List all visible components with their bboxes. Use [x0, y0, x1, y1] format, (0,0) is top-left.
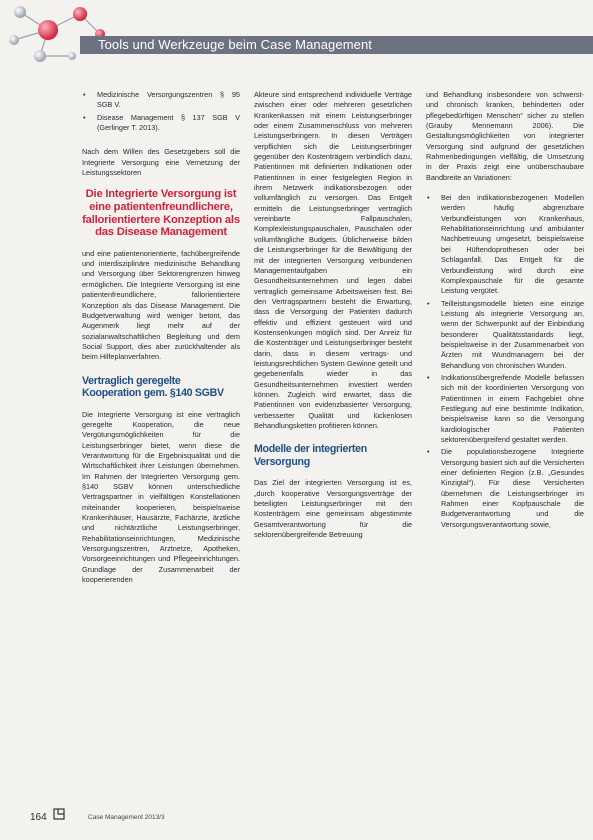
paragraph: und Behandlung insbesondere von schwerst- und chronisch kranken, behinderten oder pflegebedürftigen Menschen“ sicher zu stellen (Grauby Mennemann 2006). Die Gestaltungsmöglichkeiten von integrierter Versorgung sind aufgrund der gesetzlichen Rahmenbedingungen vielfältig, die Umsetzung in der Praxis zeigt eine unüberschaubare Bandbreite an Variationen:: [426, 90, 584, 182]
bullet-list: [426, 193, 584, 530]
list-item: • Teilleistungsmodelle bieten eine einzige Leistung als integrierte Versorgung an, wenn der Schwerpunkt auf der Einbindung besonderer Qualitätsstandards liegt, beispielsweise in der Zusammenarbeit von Ärzten mit Wundmanagern bei der Behandlung von chronischen Wunden.: [426, 299, 584, 371]
paragraph: Das Ziel der integrierten Versorgung ist es, „durch kooperative Versorgungsverträge der beteiligten Leistungserbringer mit den Kostenträgern eine gemeinsam abgestimmte Gesamtverantwortung für die sektorenübergreifende Betreuung: [254, 478, 412, 540]
column-3: [426, 90, 584, 532]
list-item: • Die populationsbezogene Integrierte Versorgung basiert sich auf die Versicherten einer definierten Region (z.B. „Gesundes Kinzigtal“). Für diese Versicherten übernehmen die Leistungserbringer im Rahmen einer Kopfpauschale die Budgetverantwortung und die Versorgungsverantwortung sowie,: [426, 447, 584, 530]
column-2: [254, 90, 412, 550]
section-heading: Vertraglich geregelte Kooperation gem. §140 SGBV: [82, 374, 224, 400]
page-title: Tools und Werkzeuge beim Case Management: [98, 37, 373, 52]
molecule-network-logo: [0, 0, 110, 70]
magazine-name: Case Management 2013/3: [88, 814, 165, 821]
bullet-list: [82, 90, 240, 133]
pull-quote: Die Integrierte Versorgung ist eine patientenfreundlichere, fallorientiertere Konzeption als das Disease Management: [82, 188, 240, 239]
list-item: • Medizinische Versorgungszentren § 95 SGB V.: [82, 90, 240, 111]
paragraph: Nach dem Willen des Gesetzgebers soll die Integrierte Versorgung eine Vernetzung der Leistungssektoren: [82, 147, 240, 178]
page-number: 164: [30, 812, 47, 823]
list-item: • Bei den indikationsbezogenen Modellen werden häufig abgrenzbare Verbundleistungen von Krankenhaus, Rehabilitationseinrichtung und ambulanter Nachbetreuung umgesetzt, beispielsweise bei Hüftendoprothesen oder bei Schlaganfall. Das Entgelt für die Verbundleistung wird durch eine Komplexpauschale für die gesamte Leistung vergütet.: [426, 193, 584, 296]
list-item: • Disease Management § 137 SGB V (Gerlinger T. 2013).: [82, 113, 240, 134]
section-heading: Modelle der integrierten Versorgung: [254, 443, 367, 468]
paragraph: und eine patientenorientierte, fachübergreifende und interdisziplinäre medizinische Behandlung und Versorgung über Sektorengrenzen hinweg ermöglichen. Die Integrierte Versorgung ist eine patientenfreundlichere, fallorientiertere Konzeption als das Disease Management. Die Budgetverwaltung wird weniger betont, das Augenmerk liegt mehr auf der sozialanwaltschaftlichen Begleitung und dem Social Support, dies aber zurückhaltender als beim Hilfeplanverfahren.: [82, 248, 240, 362]
column-1: [82, 90, 240, 595]
list-item: • Indikationsübergreifende Modelle befassen sich mit der koordinierten Versorgung von Patientinnen in einem Fachgebiet ohne Festlegung auf eine bestimmte Indikation, beispielsweise kann so die Versorgung kardiologischer Patienten sektorenübergreifend gestaltet werden.: [426, 373, 584, 445]
page-corner-icon: [53, 808, 65, 820]
paragraph: Die Integrierte Versorgung ist eine vertraglich geregelte Kooperation, die neue Vergütungsmöglichkeiten für die Leistungserbringer bietet, wenn diese die Verantwortung für die Ergebnisqualität und die Wirtschaftlichkeit ihrer Leistungen übernehmen. Im Rahmen der Integrierten Versorgung gem. §140 SGBV können unterschiedliche Vertragspartner in vielfältigen Konstellationen miteinander kooperieren, beispielsweise Krankenhäuser, Hausärzte, Fachärzte, ärztliche und nichtärztliche Leistungserbringer, Rehabilitationseinrichtungen, Medizinische Versorgungszentren, Arztnetze, Apotheken, Vorsorgeeinrichtungen und Pflegeeinrichtungen. Grundlage der Zusammenarbeit der kooperierenden: [82, 409, 240, 585]
paragraph: Akteure sind entsprechend individuelle Verträge zwischen einer oder mehreren gesetzlichen Krankenkassen mit einem Leistungserbringer oder einem Zusammenschluss von mehreren Leistungserbringern. In diesen Verträgen verpflichten sich die Leistungserbringer gegenüber den Kostenträgern verbindlich dazu, Patientinnen mit definierten Indikationen oder Patientinnen in einer festgelegten Region in ihrem Netzwerk indikationsbezogen oder vollumfänglich zu versorgen. Das Entgelt ermitteln die Leistungserbringer vertraglich vereinbarte Fallpauschalen, Komplexleistungspauschalen, Pauschalen oder vollumfängliche Budgets. Üblicherweise bilden die Leistungserbringer für die Bewältigung der mit der integrierten Versorgung verbundenen Managementaufgaben ein Gesundheitsunternehmen und legen dabei vertraglich gemeinsame Arbeitsweisen fest. Bei den Vertragspartnern besteht die Erwartung, dass die Versorgung der Patienten dadurch effektiv und effizient gesteuert wird und Kostensenkungen möglich sind. Der Anreiz für die Kostenträger und Leistungserbringer besteht darin, dass in diesem vertrags- und leistungsrechtlichen System Gewinne geteilt und gegebenenfalls wieder in das Gesundheitsunternehmen investiert werden können. Zugleich wird erwartet, dass die Patientinnen von evidenzbasierter Versorgung, verbesserter Qualität und lückenlosen Behandlungsketten profitieren können.: [254, 90, 412, 430]
